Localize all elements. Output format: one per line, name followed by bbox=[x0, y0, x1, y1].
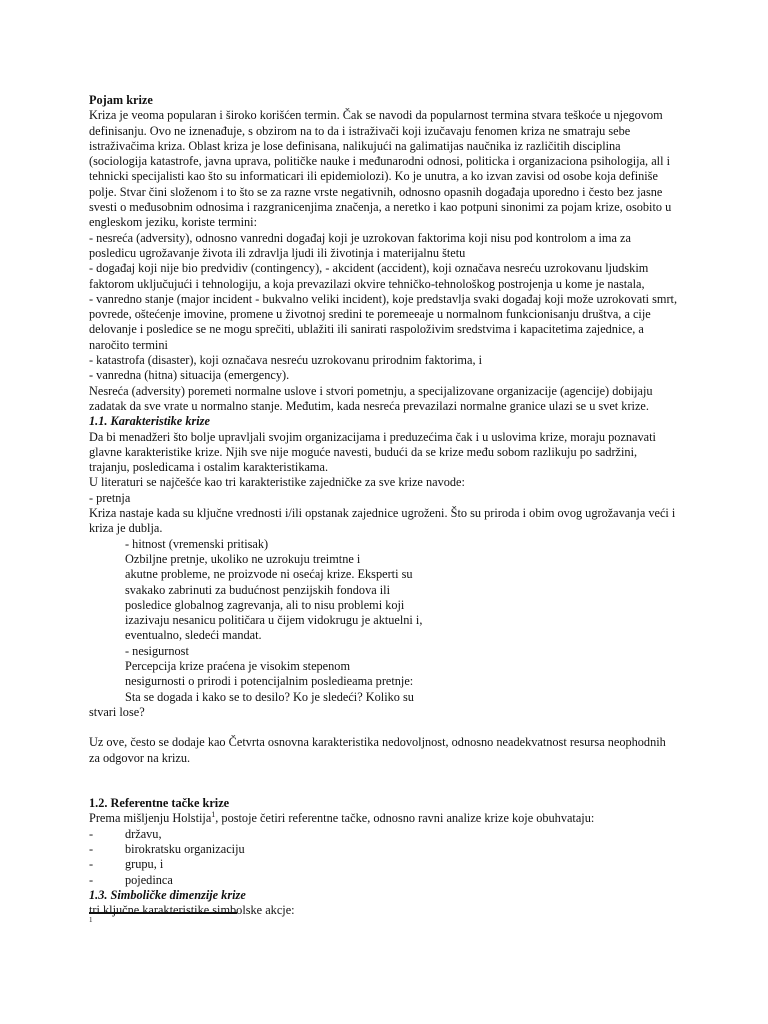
indented-line: Sta se dogada i kako se to desilo? Ko je sledeći? Koliko su bbox=[125, 689, 414, 704]
spacer bbox=[89, 720, 679, 735]
fourth-characteristic-paragraph: Uz ove, često se dodaje kao Četvrta osnovna karakteristika nedovoljnost, odnosno neadekvatnost resursa neophodnih za odgovor na krizu. bbox=[89, 735, 666, 765]
adversity-paragraph: Nesreća (adversity) poremeti normalne uslove i stvori pometnju, a specijalizovane organizacije (agencije) dobijaju zadatak da sve vrate u normalno stanje. Međutim, kada nesreća prevazilazi normalne granice ulazi se u svet krize. bbox=[89, 383, 653, 413]
pretnja-label: - pretnja bbox=[89, 490, 131, 505]
indented-line: nesigurnosti o prirodi i potencijalnim posledieama pretnje: bbox=[125, 674, 414, 689]
term-item-4: - katastrofa (disaster), koji označava nesreću uzrokovanu prirodnim faktorima, i bbox=[89, 353, 483, 368]
section-heading-1-1: 1.1. Karakteristike krize bbox=[89, 414, 210, 429]
indented-line: akutne probleme, ne proizvode ni osećaj krize. Eksperti su bbox=[125, 567, 413, 582]
list-item bbox=[89, 873, 679, 888]
symbolic-action-paragraph: tri ključne karakteristike simbolske akcje: bbox=[89, 903, 295, 918]
indented-line: - hitnost (vremenski pritisak) bbox=[125, 536, 269, 551]
indented-line: izazivaju nesanicu političara u čijem vidokrugu je aktuelni i, bbox=[125, 613, 423, 628]
section-heading-1-3: 1.3. Simboličke dimenzije krize bbox=[89, 887, 246, 902]
list-item-text: pojedinca bbox=[125, 872, 173, 887]
holsti-paragraph: Prema mišljenju Holstija$^1$, postoje četiri referentne tačke, odnosno ravni analize krize koje obuhvataju: bbox=[89, 810, 595, 826]
spacer bbox=[89, 766, 679, 796]
indented-line: eventualno, sledeći mandat. bbox=[125, 628, 262, 643]
pretnja-paragraph: Kriza nastaje kada su ključne vrednosti i/ili opstanak zajednice ugroženi. Što su priroda i obim ovog ugrožavanja veći i kriza je dublja. bbox=[89, 506, 676, 536]
term-item-2: - događaj koji nije bio predvidiv (contingency), - akcident (accident), koji označava nesreću uzrokovanu ljudskim faktorom uključujući i tehnologiju, a koja prevazilazi okvire tehničko-tehnološkog postrojenja u kome je nastala, bbox=[89, 261, 649, 291]
list-item bbox=[89, 827, 679, 842]
indented-line: - nesigurnost bbox=[125, 643, 189, 658]
document-body bbox=[89, 93, 679, 918]
list-item bbox=[89, 857, 679, 872]
characteristics-paragraph: Da bi menadžeri što bolje upravljali svojim organizacijama i preduzećima čak i u uslovima krize, moraju poznavati glavne karakteristike krize. Njih sve nije moguće navesti, budući da se krize među sobom razlikuju po sadržini, trajanju, posledicama i ostalim karakteristikama. bbox=[89, 429, 656, 475]
term-item-3: - vanredno stanje (major incident - bukvalno veliki incident), koje predstavlja svaki događaj koji može uzrokovati smrt, povrede, oštećenje imovine, promene u životnoj sredini te poremeeaje u normalnom funkcionisanju društva, a cije delovanje i posledice se ne mogu sprečiti, ublažiti ili sanirati raspoloživim sredstvima i kapacitetima zajednice, a naročito termini bbox=[89, 291, 678, 352]
term-item-1: - nesreća (adversity), odnosno vanredni događaj koji je uzrokovan faktorima koji nisu pod kontrolom a ima za posledicu ugrožavanje života ili zdravlja ljudi ili životinja i materijalnu štetu bbox=[89, 230, 631, 260]
page-title: Pojam krize bbox=[89, 93, 153, 107]
list-item-text: grupu, i bbox=[125, 857, 164, 872]
indented-line: svakako zabrinuti za budućnost penzijskih fondova ili bbox=[125, 582, 391, 597]
footnote-marker: 1 bbox=[89, 916, 93, 924]
intro-paragraph: Kriza je veoma popularan i široko korišćen termin. Čak se navodi da popularnost termina stvara teškoće u njegovom definisanju. Ovo ne iznenađuje, s obzirom na to da i istraživači koji izučavaju fenomen kriza ne smatraju sebe istraživačima kriza. Oblast kriza je lose definisana, nalikujući na galimatijas naučnika iz različitih disciplina (sociologija katastrofe, javna uprava, političke nauke i međunarodni odnosi, politicka i organizaciona psihologija, all i tehnicki specijalisti kao što su informaticari ili epidemiolozi). Ko je unutra, a ko izvan zavisi od osobe koja definiše polje. Stvar čini složenom i to što se za razne vrste negativnih, odnosno opasnih događaja uporedno i često bez jasne svesti o međusobnim odnosima i razgranicenjima značenja, a neretko i kao potpuni sinonimi za pojam krize, osobito u engleskom jeziku, koriste termini: bbox=[89, 108, 672, 230]
indented-line: Percepcija krize praćena je visokim stepenom bbox=[125, 658, 351, 673]
list-dash: - bbox=[89, 841, 94, 856]
list-item-text: birokratsku organizaciju bbox=[125, 841, 245, 856]
list-item-text: državu, bbox=[125, 826, 162, 841]
literature-paragraph: U literaturi se najčešće kao tri karakteristike zajedničke za sve krize navode: bbox=[89, 475, 465, 490]
list-dash: - bbox=[89, 872, 94, 887]
list-item bbox=[89, 842, 679, 857]
footnote-separator bbox=[89, 912, 237, 914]
footnote-reference[interactable]: 1 bbox=[211, 810, 216, 820]
indented-block bbox=[89, 537, 679, 705]
term-item-5: - vanredna (hitna) situacija (emergency). bbox=[89, 368, 290, 383]
indented-line: Ozbiljne pretnje, ukoliko ne uzrokuju treimtne i bbox=[125, 551, 361, 566]
indented-line: posledice globalnog zagrevanja, ali to nisu problemi koji bbox=[125, 597, 405, 612]
list-dash: - bbox=[89, 857, 94, 872]
section-heading-1-2: 1.2. Referentne tačke krize bbox=[89, 796, 230, 811]
last-question-line: stvari lose? bbox=[89, 704, 145, 719]
list-dash: - bbox=[89, 826, 94, 841]
